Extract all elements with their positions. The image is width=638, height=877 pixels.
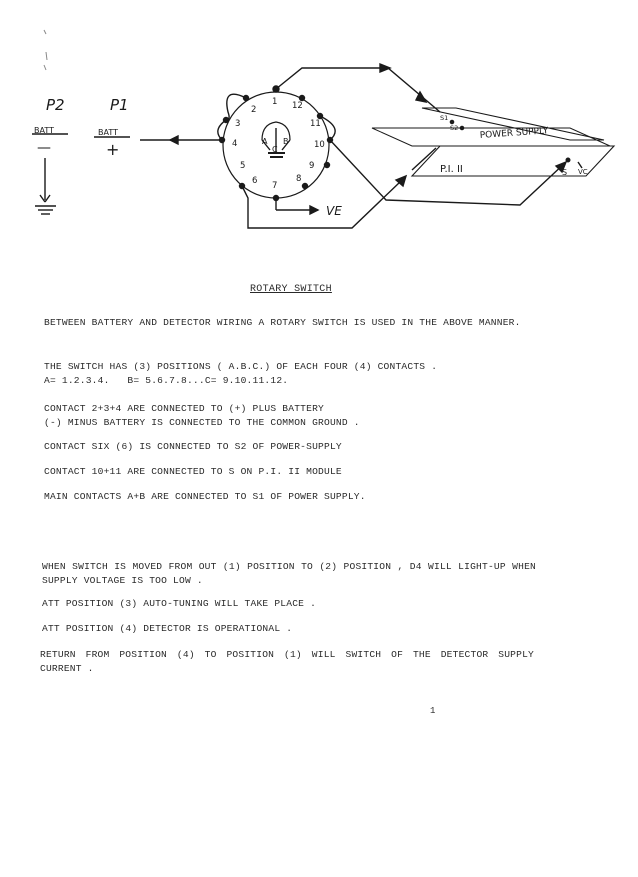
contact-3-label: 3	[235, 119, 241, 129]
battery-p1	[94, 96, 130, 159]
contact-11-label: 11	[310, 119, 321, 129]
paragraph-positions	[44, 360, 544, 387]
minus-battery-line: (-) MINUS BATTERY IS CONNECTED TO THE COMMON GROUND .	[44, 416, 360, 428]
wiper-a-label: A	[262, 137, 268, 146]
contact-9-label: 9	[309, 161, 315, 171]
paragraph-contact-six: CONTACT SIX (6) IS CONNECTED TO S2 OF POWER-SUPPLY	[44, 441, 342, 452]
contacts-line: A= 1.2.3.4. B= 5.6.7.8...C= 9.10.11.12.	[44, 374, 289, 386]
power-supply-label: POWER SUPPLY	[479, 126, 549, 141]
battery-wire-arrow	[170, 136, 178, 144]
contact-7-label: 7	[272, 181, 278, 191]
page-number: 1	[430, 706, 436, 716]
wiper-c-label: C	[272, 145, 278, 154]
scan-marks	[44, 30, 47, 70]
contact-1-label: 1	[272, 97, 278, 107]
positions-line: THE SWITCH HAS (3) POSITIONS ( A.B.C.) OF EACH FOUR (4) CONTACTS .	[44, 361, 438, 372]
contact-8-label: 8	[296, 174, 302, 184]
battery-p2-label: P2	[46, 96, 65, 114]
pi-ii-board	[412, 146, 614, 177]
ve-label: VE	[326, 204, 342, 218]
contact-6-label: 6	[252, 176, 258, 186]
paragraph-position-3: ATT POSITION (3) AUTO-TUNING WILL TAKE PLACE .	[42, 598, 317, 609]
battery-p1-batt-label: BATT	[98, 128, 118, 137]
s1-label: S1	[440, 114, 449, 122]
paragraph-contact-10-11: CONTACT 10+11 ARE CONNECTED TO S ON P.I. II MODULE	[44, 466, 342, 477]
paragraph-return: RETURN FROM POSITION (4) TO POSITION (1) WILL SWITCH OF THE DETECTOR SUPPLY CURRENT .	[40, 649, 540, 674]
plus-battery-line: CONTACT 2+3+4 ARE CONNECTED TO (+) PLUS BATTERY	[44, 403, 324, 414]
wiper-b-label: B	[283, 137, 289, 146]
battery-p1-plus: +	[106, 140, 120, 159]
paragraph-main-contacts: MAIN CONTACTS A+B ARE CONNECTED TO S1 OF POWER SUPPLY.	[44, 491, 366, 502]
rotary-switch	[218, 86, 335, 201]
paragraph-battery-contacts	[44, 402, 544, 429]
rotary-switch-wiring-diagram	[0, 0, 638, 260]
contact-4-label: 4	[232, 139, 238, 149]
contact-10-label: 10	[314, 140, 325, 150]
s-label: S	[562, 168, 568, 177]
power-supply-board	[372, 108, 610, 146]
contact-2-label: 2	[251, 105, 257, 115]
battery-p2-batt-label: BATT	[34, 126, 54, 135]
paragraph-position-2: WHEN SWITCH IS MOVED FROM OUT (1) POSITION TO (2) POSITION , D4 WILL LIGHT-UP WHEN SUPPLY VOLTAGE IS TOO LOW .	[42, 561, 542, 586]
document-title: ROTARY SWITCH	[250, 284, 332, 295]
pi-ii-label: P.I. II	[440, 164, 463, 175]
battery-p2	[32, 96, 68, 214]
contact-12-label: 12	[292, 101, 303, 111]
paragraph-position-4: ATT POSITION (4) DETECTOR IS OPERATIONAL .	[42, 623, 293, 634]
battery-p1-label: P1	[110, 96, 129, 114]
s2-label: S2	[450, 124, 459, 132]
paragraph-switch-usage: BETWEEN BATTERY AND DETECTOR WIRING A ROTARY SWITCH IS USED IN THE ABOVE MANNER.	[44, 317, 521, 328]
vc-label: VC	[578, 168, 588, 176]
battery-p2-minus: —	[37, 140, 51, 156]
contact-5-label: 5	[240, 161, 246, 171]
